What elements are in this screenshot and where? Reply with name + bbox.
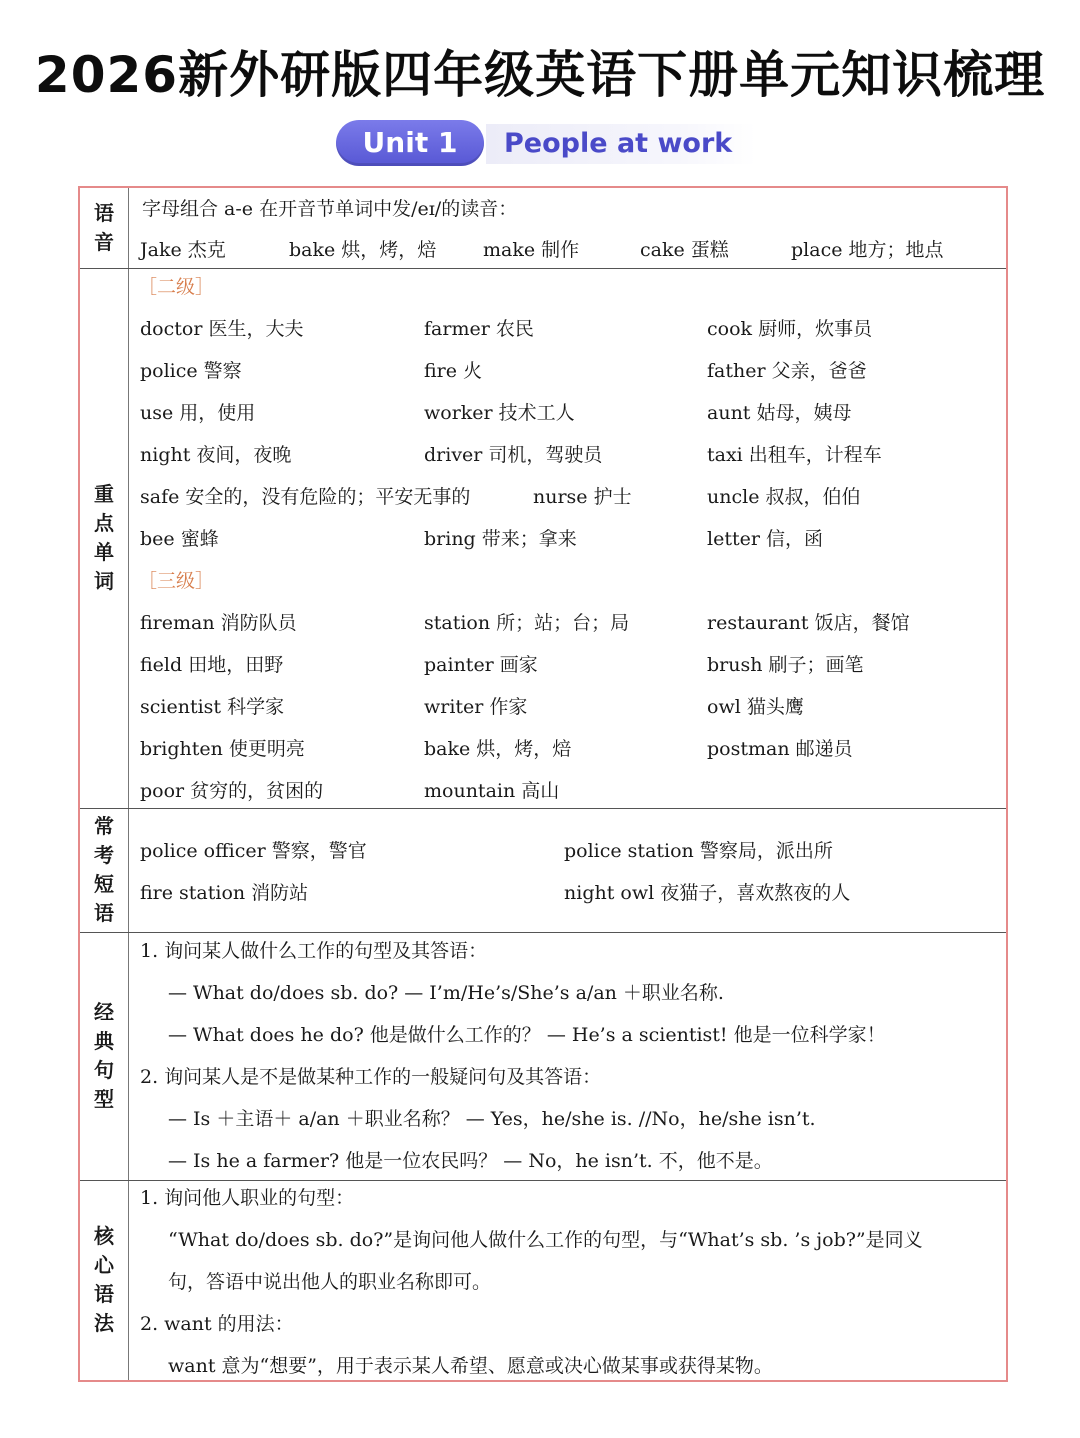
word-entry: painter 画家 — [424, 654, 538, 676]
phrase-entry: police officer 警察，警官 — [140, 840, 367, 862]
word-entry: doctor 医生，大夫 — [140, 318, 304, 340]
word-entry: aunt 姑母，姨母 — [707, 402, 852, 424]
word-entry: owl 猫头鹰 — [707, 696, 804, 718]
word-entry: driver 司机，驾驶员 — [424, 444, 603, 466]
unit-label: Unit 1 — [336, 120, 484, 166]
pronunciation-word: bake 烘，烤，焙 — [289, 239, 437, 261]
word-entry: worker 技术工人 — [424, 402, 575, 424]
key-words-label: 重 点 单 词 — [94, 482, 114, 593]
row-divider — [80, 1180, 1006, 1181]
word-entry: poor 贫穷的，贫困的 — [140, 780, 324, 802]
word-entry: scientist 科学家 — [140, 696, 285, 718]
word-entry: taxi 出租车，计程车 — [707, 444, 882, 466]
pronunciation-intro: 字母组合 a-e 在开音节单词中发/eɪ/的读音： — [142, 198, 518, 220]
word-entry: safe 安全的，没有危险的；平安无事的 — [140, 486, 471, 508]
sentence-line: 2. 询问某人是不是做某种工作的一般疑问句及其答语： — [140, 1066, 602, 1088]
grammar-line: want 意为“想要”，用于表示某人希望、愿意或决心做某事或获得某物。 — [168, 1355, 773, 1377]
word-entry: bring 带来；拿来 — [424, 528, 577, 550]
word-entry: brighten 使更明亮 — [140, 738, 305, 760]
grammar-line: 句，答语中说出他人的职业名称即可。 — [168, 1271, 492, 1293]
grammar-line: “What do/does sb. do?”是询问他人做什么工作的句型，与“What’s sb. ’s job?”是同义 — [168, 1229, 923, 1251]
word-entry: bake 烘，烤，焙 — [424, 738, 572, 760]
word-entry: cook 厨师，炊事员 — [707, 318, 873, 340]
phrase-entry: police station 警察局，派出所 — [564, 840, 833, 862]
row-divider — [80, 932, 1006, 933]
word-entry: station 所；站；台；局 — [424, 612, 630, 634]
word-entry: use 用，使用 — [140, 402, 256, 424]
word-entry: brush 刷子；画笔 — [707, 654, 864, 676]
pronunciation-word: cake 蛋糕 — [640, 239, 729, 261]
word-entry: letter 信，函 — [707, 528, 823, 550]
word-entry: night 夜间，夜晚 — [140, 444, 292, 466]
knowledge-table — [78, 186, 1008, 1382]
level-2-tag: ［二级］ — [138, 276, 215, 298]
word-entry: writer 作家 — [424, 696, 528, 718]
pronunciation-word: make 制作 — [483, 239, 580, 261]
word-entry: uncle 叔叔，伯伯 — [707, 486, 861, 508]
column-divider — [128, 188, 129, 1380]
page-title: 2026新外研版四年级英语下册单元知识梳理 — [34, 46, 1046, 104]
row-divider — [80, 268, 1006, 269]
row-divider — [80, 808, 1006, 809]
word-entry: police 警察 — [140, 360, 242, 382]
word-entry: bee 蜜蜂 — [140, 528, 219, 550]
sentence-line: — What does he do? 他是做什么工作的？ — He’s a scientist! 他是一位科学家！ — [168, 1024, 886, 1046]
word-entry: nurse 护士 — [533, 486, 632, 508]
word-entry: fireman 消防队员 — [140, 612, 297, 634]
pronunciation-label: 语 音 — [94, 201, 114, 254]
grammar-line: 2. want 的用法： — [140, 1313, 294, 1335]
word-entry: restaurant 饭店，餐馆 — [707, 612, 910, 634]
phrase-entry: night owl 夜猫子，喜欢熬夜的人 — [564, 882, 851, 904]
word-entry: mountain 高山 — [424, 780, 560, 802]
unit-banner — [336, 120, 756, 166]
sentence-line: — What do/does sb. do? — I’m/He’s/She’s a/an ＋职业名称. — [168, 982, 724, 1004]
phrases-label: 常 考 短 语 — [94, 814, 114, 925]
grammar-label: 核 心 语 法 — [94, 1224, 114, 1335]
word-entry: field 田地，田野 — [140, 654, 284, 676]
phrase-entry: fire station 消防站 — [140, 882, 309, 904]
unit-subtitle: People at work — [486, 124, 756, 164]
sentence-line: — Is ＋主语＋ a/an ＋职业名称？ — Yes，he/she is. //No，he/she isn’t. — [168, 1108, 816, 1130]
word-entry: fire 火 — [424, 360, 483, 382]
level-3-tag: ［三级］ — [138, 570, 215, 592]
word-entry: postman 邮递员 — [707, 738, 853, 760]
pronunciation-word: Jake 杰克 — [140, 239, 226, 261]
word-entry: farmer 农民 — [424, 318, 534, 340]
pronunciation-word: place 地方；地点 — [791, 239, 944, 261]
sentences-label: 经 典 句 型 — [94, 1000, 114, 1111]
grammar-line: 1. 询问他人职业的句型： — [140, 1187, 355, 1209]
sentence-line: — Is he a farmer? 他是一位农民吗？ — No，he isn’t. 不，他不是。 — [168, 1150, 773, 1172]
sentence-line: 1. 询问某人做什么工作的句型及其答语： — [140, 940, 488, 962]
word-entry: father 父亲，爸爸 — [707, 360, 867, 382]
